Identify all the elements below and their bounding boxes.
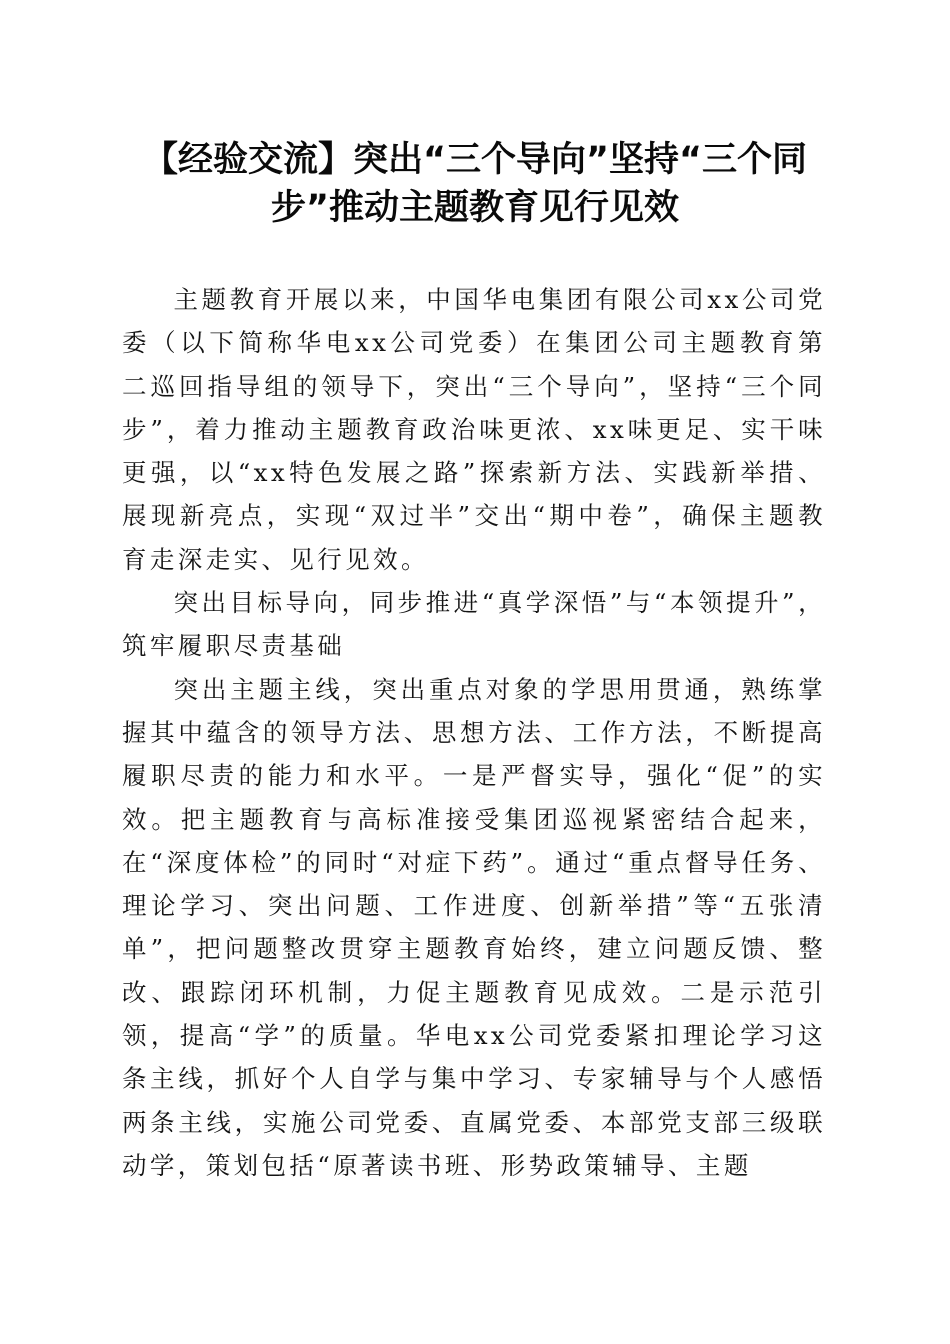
section-heading: 突出目标导向，同步推进“真学深悟”与“本领提升”，筑牢履职尽责基础 [122,588,826,661]
document-body [122,278,826,1187]
title-line-1: 【经验交流】突出“三个导向”坚持“三个同 [142,140,807,180]
title-line-2: 步”推动主题教育见行见效 [270,188,679,228]
document-title [118,136,832,232]
body-paragraph: 突出主题主线，突出重点对象的学思用贯通，熟练掌握其中蕴含的领导方法、思想方法、工作方法，不断提高履职尽责的能力和水平。一是严督实导，强化“促”的实效。把主题教育与高标准接受集团巡视紧密结合起来，在“深度体检”的同时“对症下药”。通过“重点督导任务、理论学习、突出问题、工作进度、创新举措”等“五张清单”，把问题整改贯穿主题教育始终，建立问题反馈、整改、跟踪闭环机制，力促主题教育见成效。二是示范引领，提高“学”的质量。华电xx公司党委紧扣理论学习这条主线，抓好个人自学与集中学习、专家辅导与个人感悟两条主线，实施公司党委、直属党委、本部党支部三级联动学，策划包括“原著读书班、形势政策辅导、主题 [122,674,826,1180]
intro-paragraph: 主题教育开展以来，中国华电集团有限公司xx公司党委（以下简称华电xx公司党委）在集团公司主题教育第二巡回指导组的领导下，突出“三个导向”，坚持“三个同步”，着力推动主题教育政治味更浓、xx味更足、实干味更强，以“xx特色发展之路”探索新方法、实践新举措、展现新亮点，实现“双过半”交出“期中卷”，确保主题教育走深走实、见行见效。 [122,285,826,574]
